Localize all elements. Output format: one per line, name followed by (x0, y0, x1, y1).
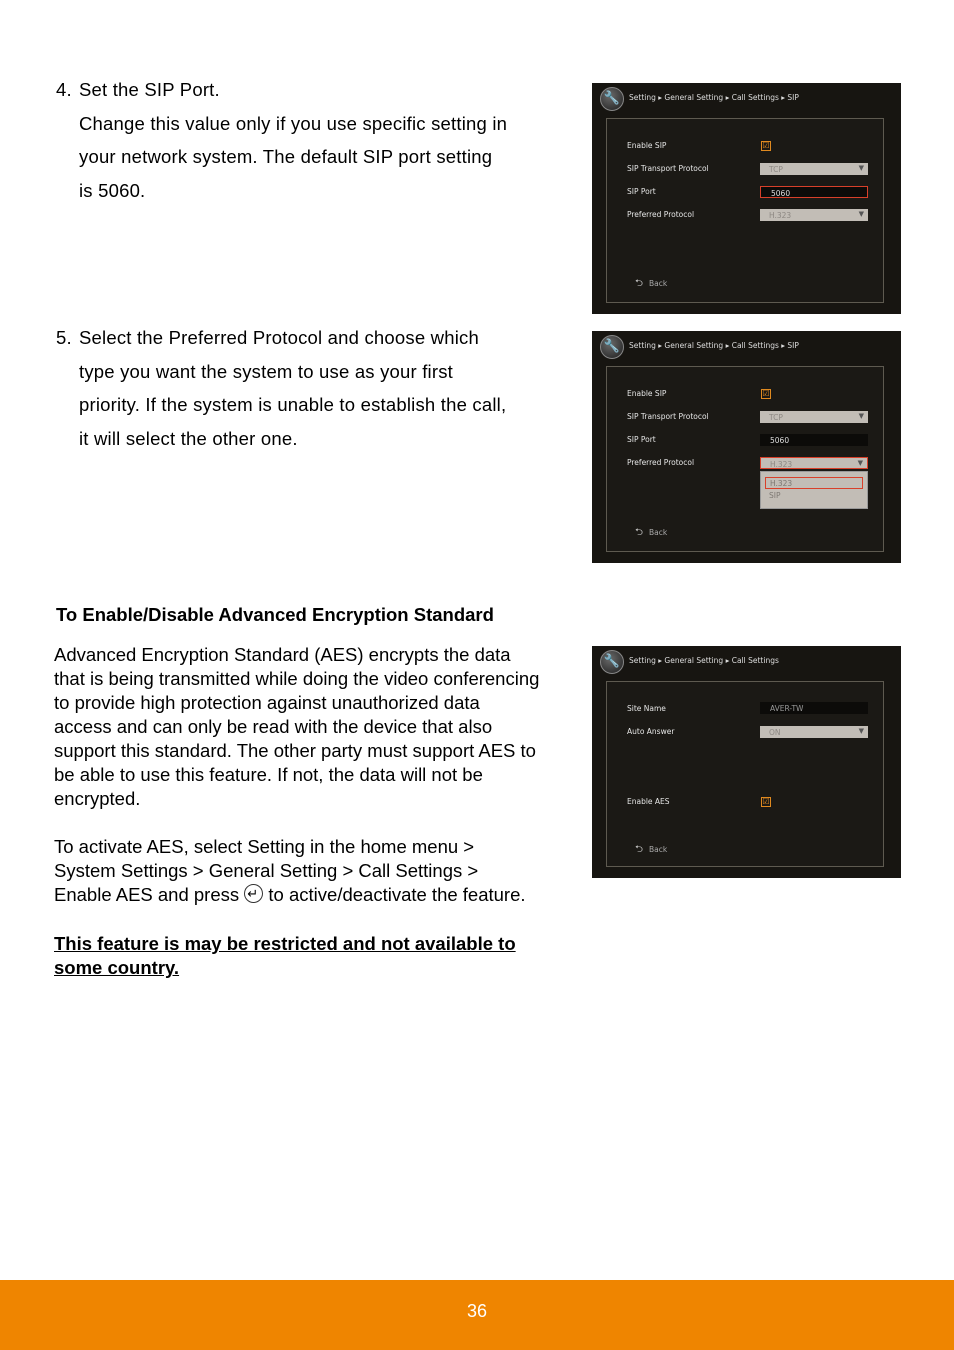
restriction-note (54, 932, 564, 980)
back-label: Back (649, 279, 668, 288)
para-line: be able to use this feature. If not, the data will not be (54, 764, 483, 785)
back-button[interactable] (635, 525, 667, 542)
para-line: support this standard. The other party must support AES to (54, 740, 536, 761)
para-line: To activate AES, select Setting in the home menu > (54, 836, 475, 857)
dropdown-arrow-icon: ▼ (858, 727, 864, 735)
para-line (54, 883, 564, 907)
dropdown-value: TCP (769, 413, 783, 422)
para-line: that is being transmitted while doing the video conferencing (54, 668, 540, 689)
para-line: System Settings > General Setting > Call Settings > (54, 860, 479, 881)
enter-key-icon (244, 884, 263, 903)
input-value: AVER-TW (770, 704, 804, 713)
enable-sip-label: Enable SIP (627, 389, 667, 398)
step-5 (56, 321, 566, 455)
enable-sip-checkbox[interactable]: ☑ (762, 141, 770, 150)
input-value: 5060 (770, 436, 790, 445)
breadcrumb-bar (592, 83, 901, 113)
step-line: priority. If the system is unable to establish the call, (79, 394, 507, 415)
para-line: to provide high protection against unauthorized data (54, 692, 480, 713)
para-text: to active/deactivate the feature. (268, 884, 526, 905)
enable-sip-checkbox[interactable]: ☑ (762, 389, 770, 398)
option-h323[interactable]: H.323 (765, 477, 863, 489)
sip-port-input[interactable] (760, 186, 868, 198)
site-name-input[interactable] (760, 702, 868, 714)
transport-dropdown[interactable] (760, 163, 868, 175)
breadcrumb: Setting ▸ General Setting ▸ Call Settings ▸ SIP (629, 341, 799, 350)
settings-panel (606, 366, 884, 552)
note-line: This feature is may be restricted and not available to (54, 933, 516, 954)
enable-aes-checkbox[interactable]: ☑ (762, 797, 770, 806)
preferred-label: Preferred Protocol (627, 210, 695, 219)
step-line: Change this value only if you use specific setting in (79, 112, 508, 134)
para-line: encrypted. (54, 788, 141, 809)
wrench-icon: 🔧 (600, 650, 624, 674)
transport-label: SIP Transport Protocol (627, 164, 709, 173)
breadcrumb: Setting ▸ General Setting ▸ Call Settings ▸ SIP (629, 93, 799, 102)
dropdown-value: TCP (769, 165, 783, 174)
dropdown-value: ON (769, 728, 781, 737)
back-button[interactable] (635, 276, 667, 293)
site-name-label: Site Name (627, 704, 666, 713)
breadcrumb: Setting ▸ General Setting ▸ Call Settings (629, 656, 779, 665)
back-arrow-icon: ⮌ (635, 527, 644, 538)
transport-label: SIP Transport Protocol (627, 412, 709, 421)
step-line: is 5060. (79, 179, 146, 201)
sip-port-label: SIP Port (627, 187, 656, 196)
dropdown-arrow-icon: ▼ (858, 210, 864, 218)
preferred-label: Preferred Protocol (627, 458, 695, 467)
back-button[interactable] (635, 842, 667, 859)
back-arrow-icon: ⮌ (635, 844, 644, 855)
step-number: 4. (56, 79, 72, 100)
aes-activate-instructions (54, 835, 564, 907)
back-arrow-icon: ⮌ (635, 278, 644, 289)
input-value: 5060 (771, 189, 791, 198)
step-line: type you want the system to use as your first (79, 360, 454, 382)
step-4 (56, 73, 566, 207)
option-sip[interactable]: SIP (769, 491, 781, 500)
dropdown-arrow-icon: ▼ (858, 164, 864, 172)
page-number: 36 (466, 1301, 488, 1321)
call-settings-screenshot (592, 646, 901, 878)
step-line: it will select the other one. (79, 427, 298, 449)
settings-panel (606, 118, 884, 303)
sip-port-label: SIP Port (627, 435, 656, 444)
enable-aes-label: Enable AES (627, 797, 670, 806)
para-line: access and can only be read with the device that also (54, 716, 493, 737)
wrench-icon: 🔧 (600, 335, 624, 359)
preferred-dropdown[interactable] (760, 209, 868, 221)
step-line: your network system. The default SIP port setting (79, 146, 493, 167)
sip-port-screenshot (592, 83, 901, 314)
preferred-protocol-screenshot (592, 331, 901, 563)
breadcrumb-bar (592, 331, 901, 361)
section-heading: To Enable/Disable Advanced Encryption Standard (56, 604, 494, 625)
step-line: Set the SIP Port. (79, 79, 220, 100)
enable-sip-label: Enable SIP (627, 141, 667, 150)
step-line: Select the Preferred Protocol and choose which (79, 327, 479, 348)
page-footer (0, 1280, 954, 1350)
aes-description (54, 643, 564, 811)
sip-port-input[interactable] (760, 434, 868, 446)
dropdown-arrow-icon: ▼ (857, 459, 863, 467)
protocol-options-list (760, 471, 868, 509)
auto-answer-label: Auto Answer (627, 727, 675, 736)
settings-panel (606, 681, 884, 867)
transport-dropdown[interactable] (760, 411, 868, 423)
dropdown-value: H.323 (769, 211, 792, 220)
note-line: some country. (54, 957, 180, 978)
dropdown-arrow-icon: ▼ (858, 412, 864, 420)
preferred-dropdown[interactable] (760, 457, 868, 469)
back-label: Back (649, 845, 668, 854)
back-label: Back (649, 528, 668, 537)
para-text: Enable AES and press (54, 884, 240, 905)
dropdown-value: H.323 (770, 460, 793, 469)
wrench-icon: 🔧 (600, 87, 624, 111)
breadcrumb-bar (592, 646, 901, 676)
step-number: 5. (56, 327, 72, 348)
para-line: Advanced Encryption Standard (AES) encrypts the data (54, 644, 511, 665)
auto-answer-dropdown[interactable] (760, 726, 868, 738)
